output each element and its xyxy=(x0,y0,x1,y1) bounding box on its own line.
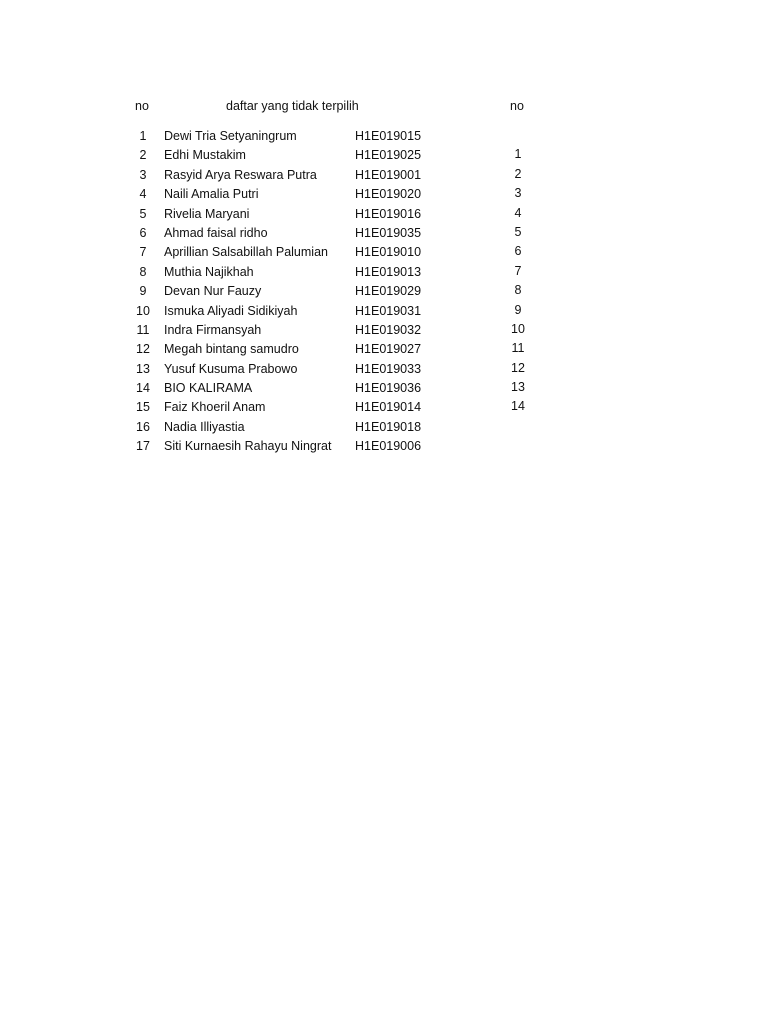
table-row xyxy=(0,360,768,379)
table-row xyxy=(0,146,768,165)
table-row xyxy=(0,263,768,282)
table-row xyxy=(0,166,768,185)
right-number: 8 xyxy=(514,283,522,298)
student-id: H1E019016 xyxy=(355,206,422,221)
row-number: 9 xyxy=(139,284,147,299)
student-name: Megah bintang samudro xyxy=(164,342,299,357)
table-row xyxy=(0,224,768,243)
student-name: Naili Amalia Putri xyxy=(164,187,259,202)
student-name: Indra Firmansyah xyxy=(164,322,262,337)
row-number: 16 xyxy=(136,419,150,434)
student-id: H1E019015 xyxy=(355,129,422,143)
table-row xyxy=(0,379,768,398)
student-list xyxy=(0,127,768,457)
row-number: 8 xyxy=(139,264,147,279)
student-id: H1E019032 xyxy=(355,322,422,337)
right-number: 10 xyxy=(511,321,525,336)
student-name: Rasyid Arya Reswara Putra xyxy=(164,167,317,182)
row-number: 14 xyxy=(136,381,150,396)
student-id: H1E019036 xyxy=(355,381,422,396)
table-row xyxy=(0,321,768,340)
table-row xyxy=(0,340,768,359)
row-number: 11 xyxy=(136,322,150,337)
right-number: 14 xyxy=(511,399,525,414)
right-number: 12 xyxy=(511,360,525,375)
header-no-left: no xyxy=(135,99,149,113)
table-row xyxy=(0,185,768,204)
row-number: 2 xyxy=(139,148,147,163)
right-number: 4 xyxy=(514,205,522,220)
row-number: 7 xyxy=(139,245,147,260)
row-number: 1 xyxy=(139,129,147,143)
row-number: 5 xyxy=(139,206,147,221)
table-row xyxy=(0,127,768,146)
row-number: 4 xyxy=(139,187,147,202)
row-number: 15 xyxy=(136,400,150,415)
right-number: 1 xyxy=(514,147,522,162)
student-name: Ismuka Aliyadi Sidikiyah xyxy=(164,303,298,318)
right-number: 6 xyxy=(514,244,522,259)
table-row xyxy=(0,205,768,224)
student-name: Yusuf Kusuma Prabowo xyxy=(164,361,298,376)
student-name: Edhi Mustakim xyxy=(164,148,246,163)
student-id: H1E019035 xyxy=(355,225,422,240)
right-number: 3 xyxy=(514,186,522,201)
row-number: 12 xyxy=(136,342,150,357)
student-id: H1E019001 xyxy=(355,167,422,182)
right-number: 13 xyxy=(511,380,525,395)
student-id: H1E019033 xyxy=(355,361,422,376)
student-name: Dewi Tria Setyaningrum xyxy=(164,129,297,143)
student-id: H1E019020 xyxy=(355,187,422,202)
student-id: H1E019025 xyxy=(355,148,422,163)
student-name: Siti Kurnaesih Rahayu Ningrat xyxy=(164,439,332,454)
table-row xyxy=(0,243,768,262)
student-id: H1E019006 xyxy=(355,439,422,454)
student-id: H1E019013 xyxy=(355,264,422,279)
student-name: Devan Nur Fauzy xyxy=(164,284,262,299)
student-id: H1E019029 xyxy=(355,284,422,299)
table-row xyxy=(0,302,768,321)
table-row xyxy=(0,398,768,417)
student-id: H1E019018 xyxy=(355,419,422,434)
student-name: Rivelia Maryani xyxy=(164,206,250,221)
right-number: 5 xyxy=(514,224,522,239)
right-number: 7 xyxy=(514,263,522,278)
student-id: H1E019014 xyxy=(355,400,422,415)
row-number: 3 xyxy=(139,167,147,182)
header-no-right: no xyxy=(510,99,524,113)
student-name: Nadia Illiyastia xyxy=(164,419,245,434)
row-number: 10 xyxy=(136,303,150,318)
student-name: Muthia Najikhah xyxy=(164,264,254,279)
table-row xyxy=(0,282,768,301)
student-name: Faiz Khoeril Anam xyxy=(164,400,266,415)
student-name: Aprillian Salsabillah Palumian xyxy=(164,245,328,260)
table-row xyxy=(0,437,768,456)
right-number: 11 xyxy=(511,341,525,356)
row-number: 13 xyxy=(136,361,150,376)
header-title: daftar yang tidak terpilih xyxy=(226,99,359,113)
right-number: 2 xyxy=(514,166,522,181)
row-number: 17 xyxy=(136,439,150,454)
student-name: BIO KALIRAMA xyxy=(164,381,253,396)
student-id: H1E019027 xyxy=(355,342,422,357)
table-row xyxy=(0,418,768,437)
student-name: Ahmad faisal ridho xyxy=(164,225,268,240)
student-id: H1E019010 xyxy=(355,245,422,260)
right-number: 9 xyxy=(514,302,522,317)
row-number: 6 xyxy=(139,225,147,240)
student-id: H1E019031 xyxy=(355,303,422,318)
